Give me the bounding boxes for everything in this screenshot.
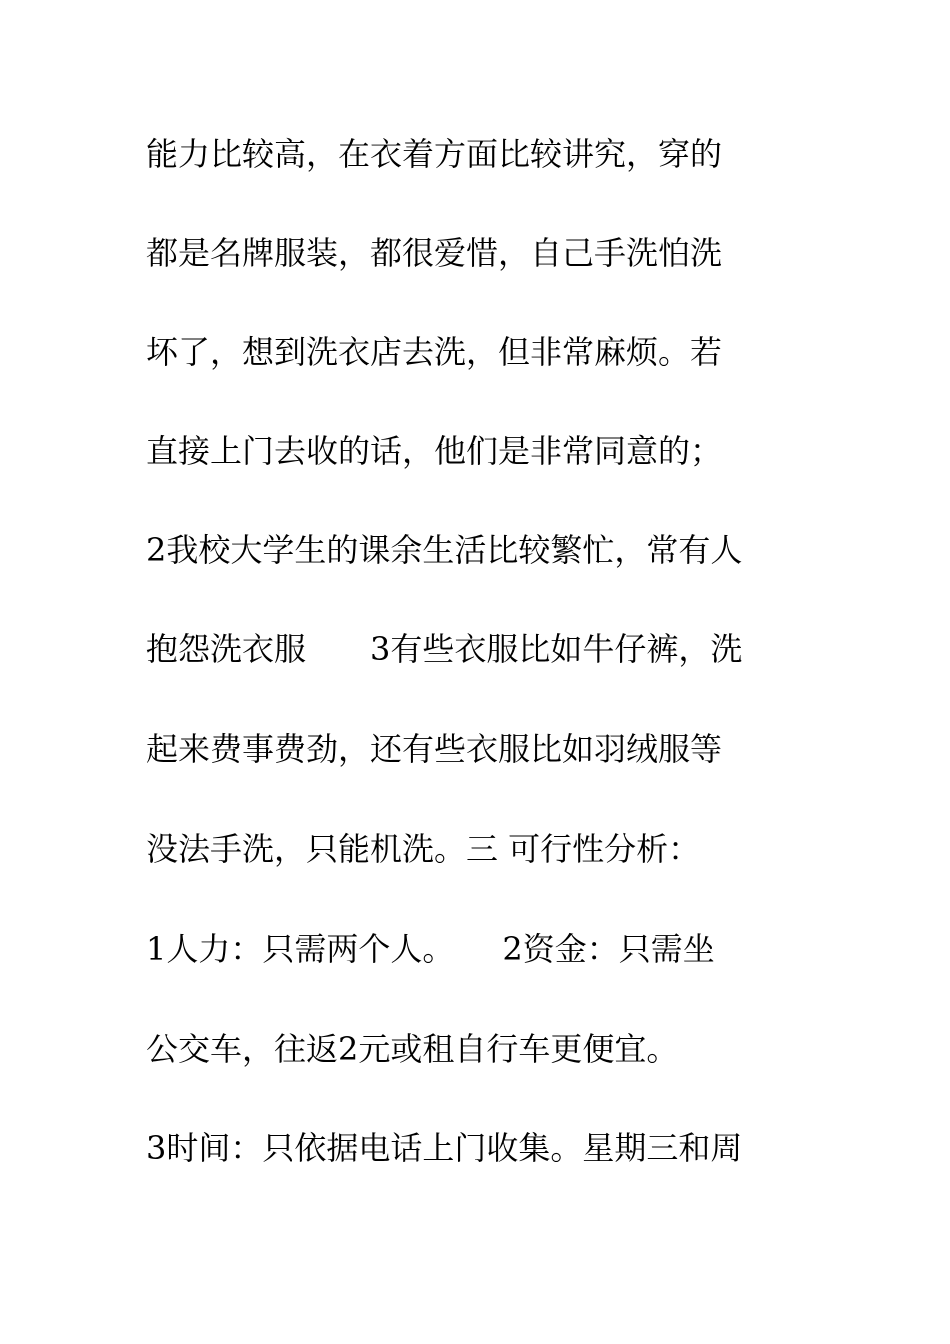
text-line-9: 1人力：只需两个人。 2资金：只需坐: [146, 930, 715, 968]
text-line-6: 抱怨洗衣服 3有些衣服比如牛仔裤，洗: [146, 630, 743, 668]
text-line-7: 起来费事费劲，还有些衣服比如羽绒服等: [146, 730, 723, 768]
text-line-5: 2我校大学生的课余生活比较繁忙，常有人: [146, 531, 743, 569]
text-line-11: 3时间：只依据电话上门收集。星期三和周: [146, 1129, 743, 1167]
text-line-1: 能力比较高，在衣着方面比较讲究，穿的: [146, 135, 723, 173]
text-line-10: 公交车，往返2元或租自行车更便宜。: [146, 1030, 679, 1068]
text-line-8: 没法手洗，只能机洗。三 可行性分析：: [146, 830, 701, 868]
text-line-2: 都是名牌服装，都很爱惜，自己手洗怕洗: [146, 234, 723, 272]
text-line-3: 坏了，想到洗衣店去洗，但非常麻烦。若: [146, 333, 723, 371]
text-line-4: 直接上门去收的话，他们是非常同意的；: [146, 432, 723, 470]
